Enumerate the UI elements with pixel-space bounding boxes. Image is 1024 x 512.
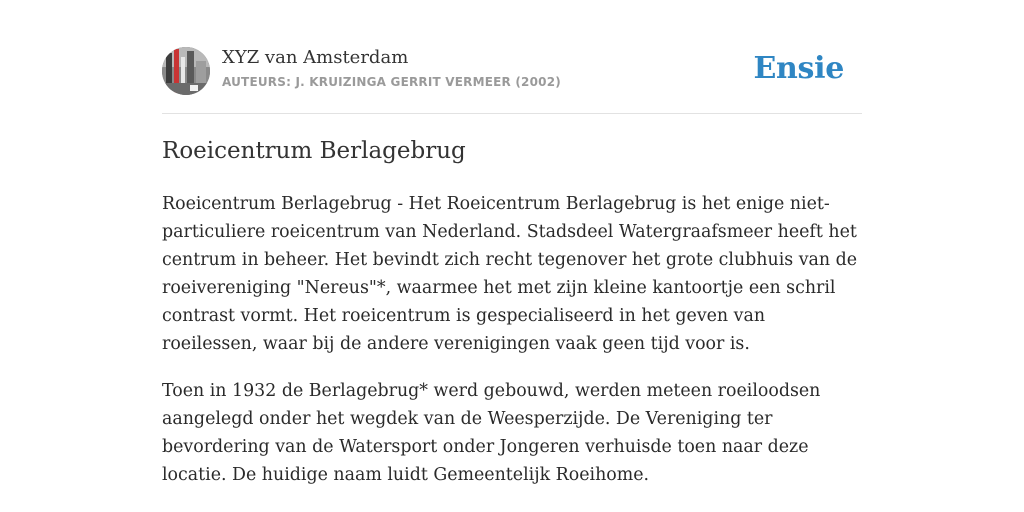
ensie-logo[interactable]: Ensie xyxy=(753,51,844,86)
book-title[interactable]: XYZ van Amsterdam xyxy=(222,47,409,68)
entry-title: Roeicentrum Berlagebrug xyxy=(162,138,466,164)
entry-body xyxy=(162,190,862,508)
book-cover-icon xyxy=(162,47,210,95)
entry-header xyxy=(162,46,862,114)
book-authors: AUTEURS: J. KRUIZINGA GERRIT VERMEER (2002) xyxy=(222,75,561,89)
header-divider xyxy=(162,113,862,114)
entry-paragraph: Toen in 1932 de Berlagebrug* werd gebouwd, werden meteen roeiloodsen aangelegd onder het wegdek van de Weesperzijde. De Vereniging ter bevordering van de Watersport onder Jongeren verhuisde toen naar deze locatie. De huidige naam luidt Gemeentelijk Roeihome. xyxy=(162,381,821,485)
entry-paragraph: Roeicentrum Berlagebrug - Het Roeicentrum Berlagebrug is het enige niet-particuliere roeicentrum van Nederland. Stadsdeel Watergraafsmeer heeft het centrum in beheer. Het bevindt zich recht tegenover het grote clubhuis van de roeivereniging "Nereus"*, waarmee het met zijn kleine kantoortje een schril contrast vormt. Het roeicentrum is gespecialiseerd in het geven van roeilessen, waar bij de andere verenigingen vaak geen tijd voor is. xyxy=(162,194,858,354)
book-cover-avatar[interactable] xyxy=(162,47,210,95)
